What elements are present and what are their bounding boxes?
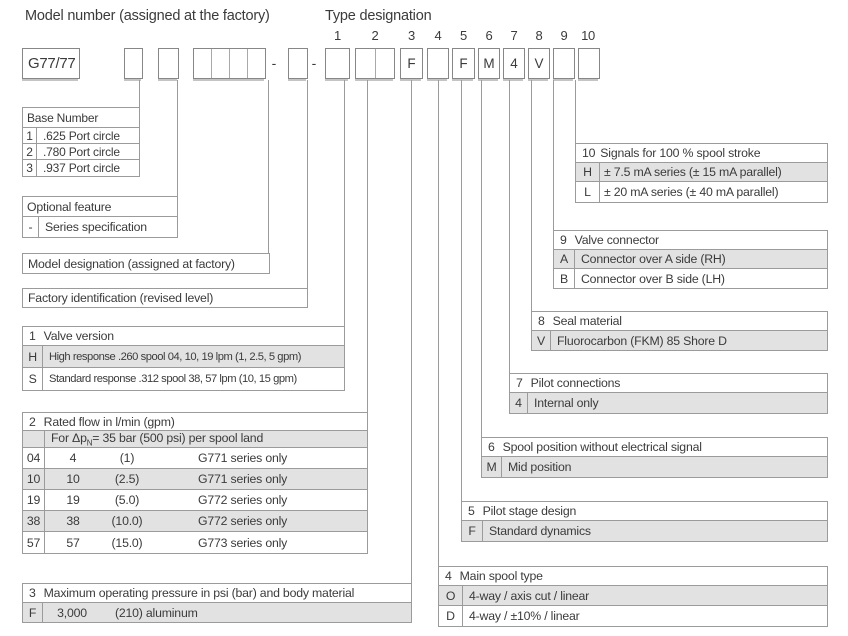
- connector-line: [461, 80, 462, 501]
- type-box-6: [478, 48, 500, 79]
- flow-gpm: (10.0): [111, 514, 143, 528]
- row-label: .780 Port circle: [43, 144, 120, 159]
- row-key: 1: [23, 128, 37, 143]
- table-row: [23, 532, 367, 553]
- type-box-7: [503, 48, 525, 79]
- optional-feature-digit-box: [158, 48, 179, 79]
- position-label-6: 6: [485, 28, 493, 43]
- position-label-8: 8: [535, 28, 543, 43]
- table-row: [23, 603, 411, 622]
- table-row: [23, 217, 177, 237]
- table-valve-connector: [553, 230, 828, 289]
- table-row: [554, 250, 827, 269]
- pressure-psi: 3,000: [57, 605, 87, 620]
- type-value-7: 4: [510, 56, 518, 71]
- table-number: 10: [582, 146, 596, 160]
- table-title-text: Pilot connections: [530, 376, 621, 390]
- flow-gpm: (1): [119, 451, 135, 465]
- table-row: [482, 457, 827, 477]
- row-key: 10: [23, 469, 45, 489]
- table-title: [23, 413, 367, 431]
- row-key: O: [439, 586, 463, 605]
- table-pilot-stage-design: [461, 501, 828, 542]
- table-title-text: Spool position without electrical signal: [502, 440, 702, 454]
- flow-lpm: 4: [69, 451, 77, 465]
- type-designation-title: Type designation: [325, 8, 432, 24]
- table-title-text: Rated flow in l/min (gpm): [43, 414, 175, 429]
- type-value-5: F: [459, 56, 468, 71]
- base-model-box: [22, 48, 80, 79]
- connector-line: [307, 80, 308, 288]
- row-key: 2: [23, 144, 37, 159]
- row-key: L: [576, 182, 600, 202]
- model-designation-digit-box: [193, 48, 266, 79]
- table-title: [554, 231, 827, 250]
- table-title: [482, 438, 827, 457]
- table-row: [462, 521, 827, 541]
- table-optional-feature: [22, 196, 178, 238]
- row-label: .625 Port circle: [43, 128, 120, 143]
- table-row: [23, 346, 344, 368]
- connector-line: [139, 80, 140, 107]
- digit-cells: [194, 49, 265, 78]
- connector-line: [367, 80, 368, 412]
- position-label-1: 1: [334, 28, 341, 43]
- table-number: 6: [488, 440, 495, 454]
- row-label: .937 Port circle: [43, 161, 120, 175]
- base-number-digit-box: [124, 48, 143, 79]
- connector-line: [411, 80, 412, 583]
- table-signals: [575, 143, 828, 203]
- separator-dash: -: [271, 55, 277, 71]
- flow-gpm: (5.0): [114, 493, 140, 507]
- table-title: [462, 502, 827, 521]
- type-box-1: [325, 48, 350, 79]
- row-key: 04: [23, 448, 45, 468]
- table-number: 8: [538, 314, 545, 328]
- series-note: G772 series only: [198, 493, 288, 507]
- table-title-text: Optional feature: [27, 199, 112, 214]
- row-label: 4-way / ±10% / linear: [469, 609, 580, 623]
- separator-dash: -: [311, 55, 317, 71]
- connector-line: [438, 80, 439, 566]
- row-label: Standard dynamics: [489, 524, 591, 538]
- position-label-4: 4: [434, 28, 442, 43]
- position-label-2: 2: [371, 28, 379, 43]
- connector-line: [481, 80, 482, 437]
- base-model-value: G77/77: [28, 55, 76, 72]
- type-box-3: [400, 48, 423, 79]
- series-note: G773 series only: [198, 535, 288, 550]
- position-label-3: 3: [408, 28, 415, 43]
- row-key: 4: [510, 393, 528, 413]
- row-key: H: [23, 346, 43, 367]
- position-label-10: 10: [581, 28, 595, 43]
- table-max-pressure: [22, 583, 412, 623]
- table-number: 9: [560, 233, 567, 247]
- label-box-model-designation: [22, 253, 270, 274]
- table-number: 2: [29, 414, 36, 429]
- table-main-spool-type: [438, 566, 828, 627]
- table-title-text: Seal material: [552, 314, 622, 328]
- type-value-6: M: [483, 56, 495, 71]
- table-row: [23, 128, 139, 144]
- series-note: G772 series only: [198, 514, 288, 528]
- type-box-8: [528, 48, 550, 79]
- subheader-prefix: For Δp: [51, 430, 87, 445]
- table-title: [532, 312, 827, 331]
- table-row: [23, 160, 139, 176]
- row-key: H: [576, 163, 600, 181]
- row-key: -: [23, 217, 39, 237]
- row-key: [23, 431, 45, 447]
- row-label: Connector over A side (RH): [581, 252, 726, 266]
- table-base-number: [22, 107, 140, 177]
- row-label: ± 7.5 mA series (± 15 mA parallel): [604, 165, 782, 179]
- table-title: [23, 108, 139, 128]
- table-title: [23, 327, 344, 346]
- table-row: [576, 163, 827, 182]
- type-box-2: [355, 48, 395, 79]
- row-key: B: [554, 269, 575, 288]
- table-row: [576, 182, 827, 202]
- table-title-text: Valve connector: [574, 233, 659, 247]
- row-label: Connector over B side (LH): [581, 271, 725, 286]
- connector-line: [553, 80, 554, 230]
- table-row: [532, 331, 827, 350]
- table-title: [576, 144, 827, 163]
- row-key: 38: [23, 511, 45, 531]
- table-row: [23, 368, 344, 390]
- row-key: 19: [23, 490, 45, 510]
- flow-lpm: 57: [66, 535, 80, 550]
- position-label-9: 9: [560, 28, 568, 43]
- factory-identification-digit-box: [288, 48, 308, 79]
- table-title: [439, 567, 827, 586]
- row-key: S: [23, 368, 43, 390]
- row-label: Internal only: [534, 396, 599, 410]
- row-label: 4-way / axis cut / linear: [469, 588, 590, 603]
- row-key: D: [439, 606, 463, 626]
- table-title-text: Signals for 100 % spool stroke: [600, 146, 761, 160]
- row-label: High response .260 spool 04, 10, 19 lpm (1, 2.5, 5 gpm): [49, 350, 301, 363]
- table-row: [439, 606, 827, 626]
- flow-lpm: 10: [66, 472, 80, 486]
- pressure-bar-material: (210) aluminum: [115, 605, 198, 620]
- table-valve-version: [22, 326, 345, 391]
- table-row: [23, 469, 367, 490]
- table-title: [23, 584, 411, 603]
- series-note: G771 series only: [198, 472, 288, 486]
- table-row: [23, 490, 367, 511]
- table-row: [554, 269, 827, 288]
- type-box-5: [452, 48, 475, 79]
- row-key: M: [482, 457, 502, 477]
- flow-gpm: (2.5): [114, 472, 140, 486]
- table-number: 3: [29, 586, 36, 600]
- table-row: [439, 586, 827, 606]
- connector-line: [575, 80, 576, 143]
- subheader-text: [45, 431, 269, 447]
- table-row: [23, 448, 367, 469]
- row-label: Fluorocarbon (FKM) 85 Shore D: [557, 333, 727, 348]
- table-row: [23, 144, 139, 160]
- table-spool-position: [481, 437, 828, 478]
- table-title-text: Main spool type: [459, 569, 543, 583]
- connector-line: [531, 80, 532, 311]
- table-title-text: Pilot stage design: [482, 504, 577, 518]
- type-box-4: [427, 48, 449, 79]
- subheader-suffix: = 35 bar (500 psi) per spool land: [92, 430, 264, 445]
- table-number: 1: [29, 329, 36, 343]
- table-row: [23, 511, 367, 532]
- type-value-8: V: [534, 56, 544, 71]
- position-label-5: 5: [460, 28, 467, 43]
- table-title-text: Base Number: [27, 110, 99, 125]
- table-title-text: Maximum operating pressure in psi (bar) and body material: [43, 586, 355, 600]
- type-box-9: [553, 48, 575, 79]
- row-label: Standard response .312 spool 38, 57 lpm (10, 15 gpm): [49, 373, 297, 385]
- label-text: Factory identification (revised level): [28, 291, 214, 305]
- flow-gpm: (15.0): [111, 535, 143, 550]
- label-box-factory-identification: [22, 288, 308, 308]
- connector-line: [509, 80, 510, 373]
- table-subheader-row: [23, 431, 367, 448]
- connector-line: [268, 80, 269, 253]
- row-key: A: [554, 250, 575, 268]
- position-label-7: 7: [510, 28, 518, 43]
- table-row: [510, 393, 827, 413]
- model-number-title: Model number (assigned at the factory): [25, 8, 270, 24]
- connector-line: [177, 80, 178, 196]
- connector-line: [344, 80, 345, 326]
- row-label: ± 20 mA series (± 40 mA parallel): [604, 185, 779, 199]
- row-key: 57: [23, 532, 45, 553]
- table-title-text: Valve version: [43, 329, 114, 343]
- row-key: F: [23, 603, 43, 622]
- subheader-subscript: N: [86, 438, 93, 448]
- flow-lpm: 38: [66, 514, 80, 528]
- table-number: 4: [445, 569, 452, 583]
- flow-lpm: 19: [66, 493, 80, 507]
- row-key: F: [462, 521, 483, 541]
- table-title: [510, 374, 827, 393]
- series-note: G771 series only: [198, 451, 288, 465]
- row-key: V: [532, 331, 551, 350]
- row-label: Series specification: [45, 220, 147, 234]
- table-number: 7: [516, 376, 523, 390]
- type-value-3: F: [407, 56, 416, 71]
- table-number: 5: [468, 504, 475, 518]
- table-title: [23, 197, 177, 217]
- label-text: Model designation (assigned at factory): [28, 256, 235, 271]
- table-pilot-connections: [509, 373, 828, 414]
- row-key: 3: [23, 160, 37, 176]
- table-rated-flow: [22, 412, 368, 554]
- row-label: Mid position: [508, 460, 572, 474]
- type-box-10: [578, 48, 600, 79]
- digit-cells: [356, 49, 394, 78]
- table-seal-material: [531, 311, 828, 351]
